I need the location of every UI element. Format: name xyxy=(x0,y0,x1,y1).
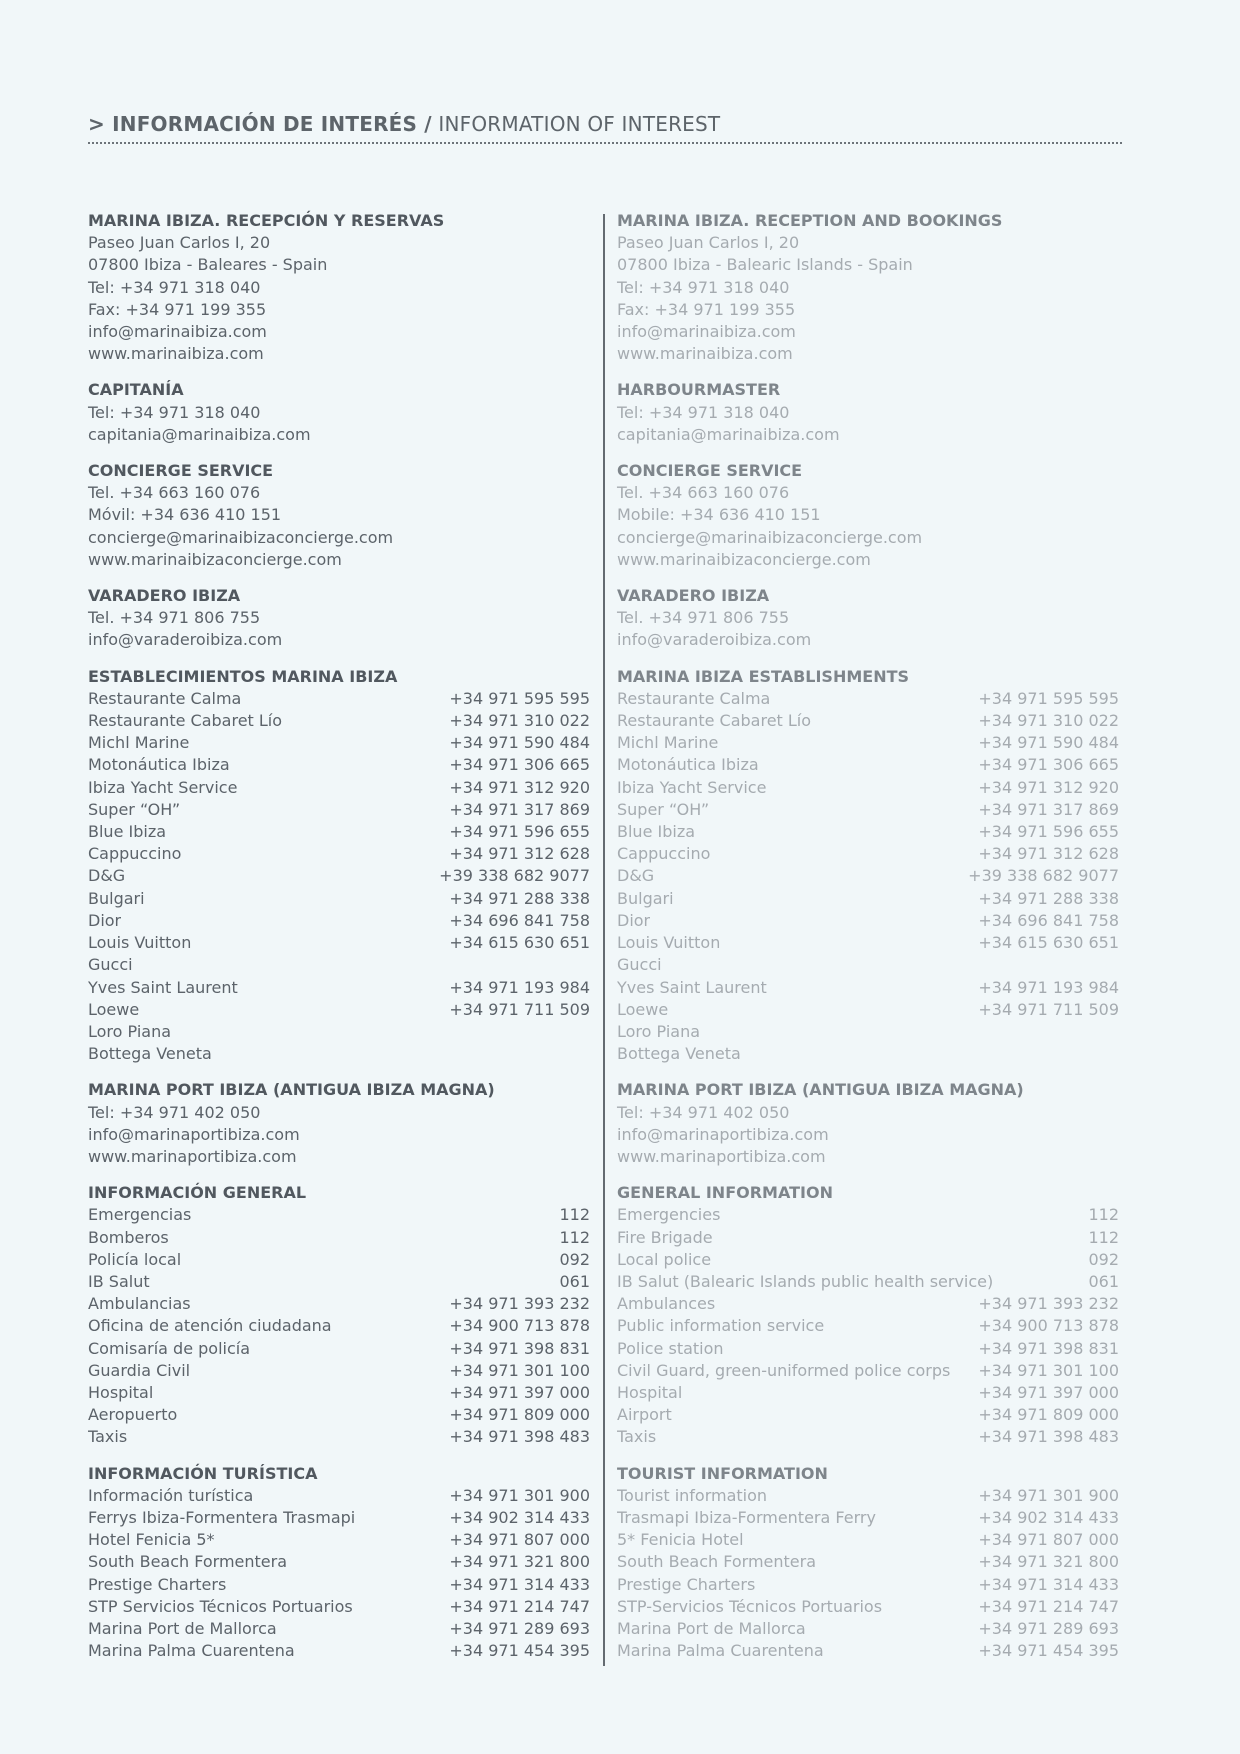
directory-name: Louis Vuitton xyxy=(88,933,192,953)
directory-name: Ambulancias xyxy=(88,1294,191,1314)
directory-name: Blue Ibiza xyxy=(617,822,696,842)
directory-name: Hospital xyxy=(88,1382,154,1402)
directory-name: Loewe xyxy=(617,999,669,1019)
directory-phone: +34 971 301 100 xyxy=(449,1360,590,1380)
directory-phone: 092 xyxy=(559,1249,590,1269)
directory-phone: +34 971 288 338 xyxy=(978,888,1119,908)
directory-row xyxy=(88,977,590,999)
section-title: ESTABLECIMIENTOS MARINA IBIZA xyxy=(88,666,398,686)
directory-phone: +34 971 214 747 xyxy=(978,1596,1119,1616)
directory-row xyxy=(617,1271,1119,1293)
directory-row xyxy=(617,688,1119,710)
directory-phone: +34 971 214 747 xyxy=(449,1596,590,1616)
directory-row xyxy=(617,1382,1119,1404)
contact-line: Tel: +34 971 318 040 xyxy=(617,277,790,297)
directory-phone: +34 971 321 800 xyxy=(449,1552,590,1572)
contact-line: Mobile: +34 636 410 151 xyxy=(617,505,821,525)
contact-link[interactable]: info@marinaportibiza.com xyxy=(617,1124,829,1144)
section-varadero xyxy=(617,585,1119,652)
directory-row xyxy=(617,1227,1119,1249)
directory-row xyxy=(617,1293,1119,1315)
directory-phone: +34 900 713 878 xyxy=(449,1316,590,1336)
directory-phone: +34 971 317 869 xyxy=(449,799,590,819)
directory-name: Hospital xyxy=(617,1382,683,1402)
directory-row xyxy=(88,1249,590,1271)
directory-phone: +34 971 397 000 xyxy=(978,1382,1119,1402)
directory-row xyxy=(617,1485,1119,1507)
section-title: MARINA PORT IBIZA (ANTIGUA IBIZA MAGNA) xyxy=(88,1080,495,1100)
contact-line: Fax: +34 971 199 355 xyxy=(88,299,267,319)
section-tourist xyxy=(617,1463,1119,1663)
directory-row xyxy=(88,1338,590,1360)
directory-row xyxy=(88,932,590,954)
directory-name: STP-Servicios Técnicos Portuarios xyxy=(617,1596,883,1616)
directory-phone: +34 971 310 022 xyxy=(449,711,590,731)
directory-name: 5* Fenicia Hotel xyxy=(617,1530,744,1550)
directory-name: South Beach Formentera xyxy=(88,1552,288,1572)
directory-row xyxy=(617,1529,1119,1551)
directory-row xyxy=(88,954,590,976)
directory-name: Blue Ibiza xyxy=(88,822,167,842)
contact-link[interactable]: info@varaderoibiza.com xyxy=(617,630,812,650)
directory-row xyxy=(88,1382,590,1404)
column-spanish xyxy=(88,210,590,1676)
directory-name: Información turística xyxy=(88,1485,254,1505)
directory-row xyxy=(88,799,590,821)
directory-name: Civil Guard, green-uniformed police corps xyxy=(617,1360,951,1380)
directory-row xyxy=(88,1293,590,1315)
directory-phone: +34 971 711 509 xyxy=(449,999,590,1019)
contact-link[interactable]: www.marinaibizaconcierge.com xyxy=(88,549,342,569)
directory-name: Fire Brigade xyxy=(617,1227,713,1247)
directory-row xyxy=(617,821,1119,843)
directory-name: IB Salut (Balearic Islands public health service) xyxy=(617,1271,994,1291)
contact-link[interactable]: concierge@marinaibizaconcierge.com xyxy=(88,527,394,547)
directory-phone: +39 338 682 9077 xyxy=(439,866,590,886)
directory-name: Bottega Veneta xyxy=(617,1044,741,1064)
directory-phone: +34 971 306 665 xyxy=(449,755,590,775)
section-title: HARBOURMASTER xyxy=(617,380,781,400)
directory-phone: 112 xyxy=(1088,1227,1119,1247)
section-title: MARINA PORT IBIZA (ANTIGUA IBIZA MAGNA) xyxy=(617,1080,1024,1100)
directory-row xyxy=(88,1596,590,1618)
directory-row xyxy=(617,1426,1119,1448)
section-title: VARADERO IBIZA xyxy=(617,586,770,606)
directory-phone: +34 971 289 693 xyxy=(449,1618,590,1638)
directory-row xyxy=(88,1204,590,1226)
directory-name: Taxis xyxy=(88,1427,128,1447)
directory-row xyxy=(88,865,590,887)
contact-line: Tel. +34 971 806 755 xyxy=(88,608,261,628)
directory-row xyxy=(617,865,1119,887)
directory-name: Yves Saint Laurent xyxy=(617,977,767,997)
contact-link[interactable]: capitania@marinaibiza.com xyxy=(617,424,840,444)
directory-phone: +34 971 288 338 xyxy=(449,888,590,908)
directory-phone: +34 900 713 878 xyxy=(978,1316,1119,1336)
directory-phone: +34 971 397 000 xyxy=(449,1382,590,1402)
directory-phone: +34 971 711 509 xyxy=(978,999,1119,1019)
directory-phone: +34 971 809 000 xyxy=(449,1405,590,1425)
section-title: TOURIST INFORMATION xyxy=(617,1463,828,1483)
contact-line: 07800 Ibiza - Baleares - Spain xyxy=(88,255,328,275)
directory-phone: +34 615 630 651 xyxy=(449,933,590,953)
directory-name: Taxis xyxy=(617,1427,657,1447)
contact-line: Paseo Juan Carlos I, 20 xyxy=(617,233,800,253)
directory-phone: +34 971 312 920 xyxy=(978,777,1119,797)
directory-row xyxy=(617,888,1119,910)
column-english xyxy=(617,210,1119,1676)
contact-line: Tel: +34 971 318 040 xyxy=(617,402,790,422)
contact-link[interactable]: concierge@marinaibizaconcierge.com xyxy=(617,527,923,547)
directory-name: Hotel Fenicia 5* xyxy=(88,1530,215,1550)
directory-name: Aeropuerto xyxy=(88,1405,178,1425)
directory-name: Restaurante Calma xyxy=(88,688,242,708)
section-title: CONCIERGE SERVICE xyxy=(88,461,274,481)
directory-row xyxy=(617,754,1119,776)
contact-link[interactable]: www.marinaibizaconcierge.com xyxy=(617,549,871,569)
section-title: MARINA IBIZA ESTABLISHMENTS xyxy=(617,666,910,686)
directory-phone: +39 338 682 9077 xyxy=(968,866,1119,886)
directory-phone: +34 971 301 900 xyxy=(978,1485,1119,1505)
contact-link[interactable]: www.marinaibiza.com xyxy=(617,344,793,364)
directory-row xyxy=(88,777,590,799)
directory-name: Prestige Charters xyxy=(617,1574,756,1594)
directory-name: Super “OH” xyxy=(88,799,181,819)
section-establishments xyxy=(617,666,1119,1066)
directory-row xyxy=(88,821,590,843)
section-varadero xyxy=(88,585,590,652)
directory-name: Prestige Charters xyxy=(88,1574,227,1594)
directory-name: Ferrys Ibiza-Formentera Trasmapi xyxy=(88,1507,356,1527)
directory-name: Louis Vuitton xyxy=(617,933,721,953)
directory-name: Loro Piana xyxy=(617,1021,701,1041)
directory-phone: 112 xyxy=(559,1205,590,1225)
directory-row xyxy=(88,1271,590,1293)
directory-phone: +34 971 321 800 xyxy=(978,1552,1119,1572)
contact-line: Tel: +34 971 402 050 xyxy=(88,1102,261,1122)
section-harbour xyxy=(617,379,1119,446)
directory-phone: +34 971 398 831 xyxy=(978,1338,1119,1358)
directory-name: Marina Palma Cuarentena xyxy=(88,1641,295,1661)
directory-phone: +34 971 454 395 xyxy=(978,1641,1119,1661)
page-header xyxy=(88,112,1122,144)
directory-name: Public information service xyxy=(617,1316,825,1336)
directory-name: Emergencies xyxy=(617,1205,721,1225)
directory-row xyxy=(88,1315,590,1337)
directory-phone: +34 971 301 900 xyxy=(449,1485,590,1505)
directory-row xyxy=(617,1507,1119,1529)
directory-row xyxy=(617,799,1119,821)
directory-name: Ambulances xyxy=(617,1294,716,1314)
section-title: CONCIERGE SERVICE xyxy=(617,461,803,481)
directory-row xyxy=(617,910,1119,932)
directory-phone: +34 971 595 595 xyxy=(449,688,590,708)
directory-name: STP Servicios Técnicos Portuarios xyxy=(88,1596,353,1616)
directory-phone: +34 696 841 758 xyxy=(449,910,590,930)
directory-row xyxy=(617,932,1119,954)
directory-phone: +34 971 590 484 xyxy=(449,733,590,753)
contact-line: Tel: +34 971 318 040 xyxy=(88,402,261,422)
directory-phone: +34 902 314 433 xyxy=(978,1507,1119,1527)
directory-name: Yves Saint Laurent xyxy=(88,977,238,997)
header-title-en: INFORMATION OF INTEREST xyxy=(438,112,721,136)
contact-link[interactable]: www.marinaportibiza.com xyxy=(88,1146,297,1166)
directory-name: Marina Port de Mallorca xyxy=(88,1618,277,1638)
section-title: CAPITANÍA xyxy=(88,380,184,400)
directory-row xyxy=(617,999,1119,1021)
directory-phone: 061 xyxy=(559,1271,590,1291)
directory-name: Gucci xyxy=(617,955,662,975)
directory-name: Restaurante Cabaret Lío xyxy=(617,711,812,731)
section-reception xyxy=(617,210,1119,365)
directory-phone: +34 971 193 984 xyxy=(449,977,590,997)
directory-row xyxy=(88,888,590,910)
directory-row xyxy=(88,1043,590,1065)
directory-phone: +34 971 595 595 xyxy=(978,688,1119,708)
directory-phone: +34 971 809 000 xyxy=(978,1405,1119,1425)
directory-phone: +34 971 312 920 xyxy=(449,777,590,797)
directory-row xyxy=(617,1596,1119,1618)
column-divider xyxy=(603,214,605,1666)
contact-line: Móvil: +34 636 410 151 xyxy=(88,505,282,525)
directory-phone: +34 971 393 232 xyxy=(449,1294,590,1314)
directory-name: Oficina de atención ciudadana xyxy=(88,1316,332,1336)
directory-name: Dior xyxy=(617,910,651,930)
directory-name: D&G xyxy=(617,866,655,886)
directory-row xyxy=(617,1574,1119,1596)
directory-name: Motonáutica Ibiza xyxy=(88,755,230,775)
directory-row xyxy=(88,1551,590,1573)
directory-name: Local police xyxy=(617,1249,712,1269)
contact-link[interactable]: info@marinaportibiza.com xyxy=(88,1124,300,1144)
directory-name: Motonáutica Ibiza xyxy=(617,755,759,775)
directory-name: Restaurante Calma xyxy=(617,688,771,708)
directory-phone: +34 971 398 483 xyxy=(978,1427,1119,1447)
directory-row xyxy=(617,954,1119,976)
directory-name: Dior xyxy=(88,910,122,930)
section-title: INFORMACIÓN TURÍSTICA xyxy=(88,1463,318,1483)
section-marinaport xyxy=(617,1079,1119,1168)
contact-line: Paseo Juan Carlos I, 20 xyxy=(88,233,271,253)
directory-row xyxy=(88,1529,590,1551)
directory-phone: +34 971 590 484 xyxy=(978,733,1119,753)
directory-phone: +34 971 398 831 xyxy=(449,1338,590,1358)
section-general xyxy=(88,1182,590,1448)
section-title: MARINA IBIZA. RECEPTION AND BOOKINGS xyxy=(617,211,1003,230)
directory-row xyxy=(88,910,590,932)
contact-line: Tel: +34 971 318 040 xyxy=(88,277,261,297)
directory-row xyxy=(88,1618,590,1640)
directory-name: Policía local xyxy=(88,1249,182,1269)
directory-row xyxy=(88,1360,590,1382)
directory-phone: +34 696 841 758 xyxy=(978,910,1119,930)
directory-name: Restaurante Cabaret Lío xyxy=(88,711,283,731)
directory-name: Michl Marine xyxy=(88,733,190,753)
directory-row xyxy=(617,1551,1119,1573)
section-title: GENERAL INFORMATION xyxy=(617,1183,833,1203)
directory-row xyxy=(88,999,590,1021)
directory-name: Bulgari xyxy=(88,888,145,908)
directory-phone: 112 xyxy=(1088,1205,1119,1225)
directory-phone: +34 971 312 628 xyxy=(449,844,590,864)
directory-phone: +34 971 807 000 xyxy=(978,1530,1119,1550)
directory-phone: +34 615 630 651 xyxy=(978,933,1119,953)
contact-line: Tel. +34 971 806 755 xyxy=(617,608,790,628)
directory-name: Emergencias xyxy=(88,1205,192,1225)
directory-row xyxy=(88,1021,590,1043)
directory-row xyxy=(617,1043,1119,1065)
header-title-es: > INFORMACIÓN DE INTERÉS / xyxy=(88,112,432,136)
directory-row xyxy=(88,688,590,710)
section-general xyxy=(617,1182,1119,1448)
directory-row xyxy=(617,710,1119,732)
directory-name: Ibiza Yacht Service xyxy=(617,777,767,797)
directory-phone: +34 971 596 655 xyxy=(978,822,1119,842)
contact-link[interactable]: www.marinaibiza.com xyxy=(88,344,264,364)
directory-name: Loro Piana xyxy=(88,1021,172,1041)
contact-line: Fax: +34 971 199 355 xyxy=(617,299,796,319)
directory-name: Bottega Veneta xyxy=(88,1044,212,1064)
directory-name: Airport xyxy=(617,1405,672,1425)
directory-name: Trasmapi Ibiza-Formentera Ferry xyxy=(617,1507,876,1527)
section-marinaport xyxy=(88,1079,590,1168)
directory-row xyxy=(617,1204,1119,1226)
directory-row xyxy=(617,977,1119,999)
directory-name: Police station xyxy=(617,1338,724,1358)
directory-phone: +34 971 289 693 xyxy=(978,1618,1119,1638)
directory-phone: +34 971 301 100 xyxy=(978,1360,1119,1380)
directory-row xyxy=(617,1404,1119,1426)
directory-phone: +34 971 317 869 xyxy=(978,799,1119,819)
directory-name: IB Salut xyxy=(88,1271,150,1291)
directory-name: Guardia Civil xyxy=(88,1360,191,1380)
directory-row xyxy=(617,777,1119,799)
directory-name: Marina Palma Cuarentena xyxy=(617,1641,824,1661)
directory-name: Tourist information xyxy=(617,1485,768,1505)
contact-link[interactable]: www.marinaportibiza.com xyxy=(617,1146,826,1166)
contact-line: 07800 Ibiza - Balearic Islands - Spain xyxy=(617,255,913,275)
directory-row xyxy=(617,1640,1119,1662)
directory-row xyxy=(617,1315,1119,1337)
section-concierge xyxy=(617,460,1119,571)
section-establishments xyxy=(88,666,590,1066)
directory-row xyxy=(88,1507,590,1529)
directory-name: Super “OH” xyxy=(617,799,710,819)
directory-name: Ibiza Yacht Service xyxy=(88,777,238,797)
directory-name: Comisaría de policía xyxy=(88,1338,251,1358)
contact-link[interactable]: info@marinaibiza.com xyxy=(617,322,796,342)
directory-row xyxy=(88,1227,590,1249)
directory-phone: +34 971 314 433 xyxy=(978,1574,1119,1594)
directory-name: Bulgari xyxy=(617,888,674,908)
directory-row xyxy=(88,1640,590,1662)
section-title: MARINA IBIZA. RECEPCIÓN Y RESERVAS xyxy=(88,211,445,230)
directory-row xyxy=(88,1404,590,1426)
directory-name: Cappuccino xyxy=(88,844,182,864)
directory-name: D&G xyxy=(88,866,126,886)
directory-row xyxy=(617,1249,1119,1271)
directory-name: Loewe xyxy=(88,999,140,1019)
directory-row xyxy=(617,1021,1119,1043)
directory-phone: +34 971 310 022 xyxy=(978,711,1119,731)
directory-name: Bomberos xyxy=(88,1227,169,1247)
directory-phone: +34 971 312 628 xyxy=(978,844,1119,864)
directory-name: Marina Port de Mallorca xyxy=(617,1618,806,1638)
directory-row xyxy=(617,1338,1119,1360)
directory-phone: +34 971 193 984 xyxy=(978,977,1119,997)
contact-link[interactable]: info@marinaibiza.com xyxy=(88,322,267,342)
directory-phone: +34 971 393 232 xyxy=(978,1294,1119,1314)
directory-name: Cappuccino xyxy=(617,844,711,864)
directory-phone: +34 971 306 665 xyxy=(978,755,1119,775)
section-title: VARADERO IBIZA xyxy=(88,586,241,606)
directory-row xyxy=(617,1360,1119,1382)
directory-name: Michl Marine xyxy=(617,733,719,753)
section-reception xyxy=(88,210,590,365)
directory-phone: +34 971 314 433 xyxy=(449,1574,590,1594)
directory-row xyxy=(88,1426,590,1448)
directory-phone: +34 971 398 483 xyxy=(449,1427,590,1447)
section-harbour xyxy=(88,379,590,446)
directory-phone: +34 971 807 000 xyxy=(449,1530,590,1550)
directory-name: Gucci xyxy=(88,955,133,975)
section-title: INFORMACIÓN GENERAL xyxy=(88,1183,307,1203)
contact-line: Tel: +34 971 402 050 xyxy=(617,1102,790,1122)
directory-row xyxy=(88,1574,590,1596)
directory-phone: 092 xyxy=(1088,1249,1119,1269)
contact-line: Tel. +34 663 160 076 xyxy=(617,483,790,503)
directory-row xyxy=(617,732,1119,754)
directory-name: South Beach Formentera xyxy=(617,1552,817,1572)
contact-line: Tel. +34 663 160 076 xyxy=(88,483,261,503)
directory-row xyxy=(88,732,590,754)
directory-phone: +34 971 454 395 xyxy=(449,1641,590,1661)
directory-phone: 112 xyxy=(559,1227,590,1247)
directory-phone: +34 971 596 655 xyxy=(449,822,590,842)
directory-phone: +34 902 314 433 xyxy=(449,1507,590,1527)
contact-link[interactable]: info@varaderoibiza.com xyxy=(88,630,283,650)
directory-row xyxy=(88,710,590,732)
contact-link[interactable]: capitania@marinaibiza.com xyxy=(88,424,311,444)
directory-row xyxy=(88,1485,590,1507)
section-tourist xyxy=(88,1463,590,1663)
directory-row xyxy=(617,1618,1119,1640)
directory-row xyxy=(617,843,1119,865)
directory-row xyxy=(88,843,590,865)
directory-row xyxy=(88,754,590,776)
directory-phone: 061 xyxy=(1088,1271,1119,1291)
section-concierge xyxy=(88,460,590,571)
